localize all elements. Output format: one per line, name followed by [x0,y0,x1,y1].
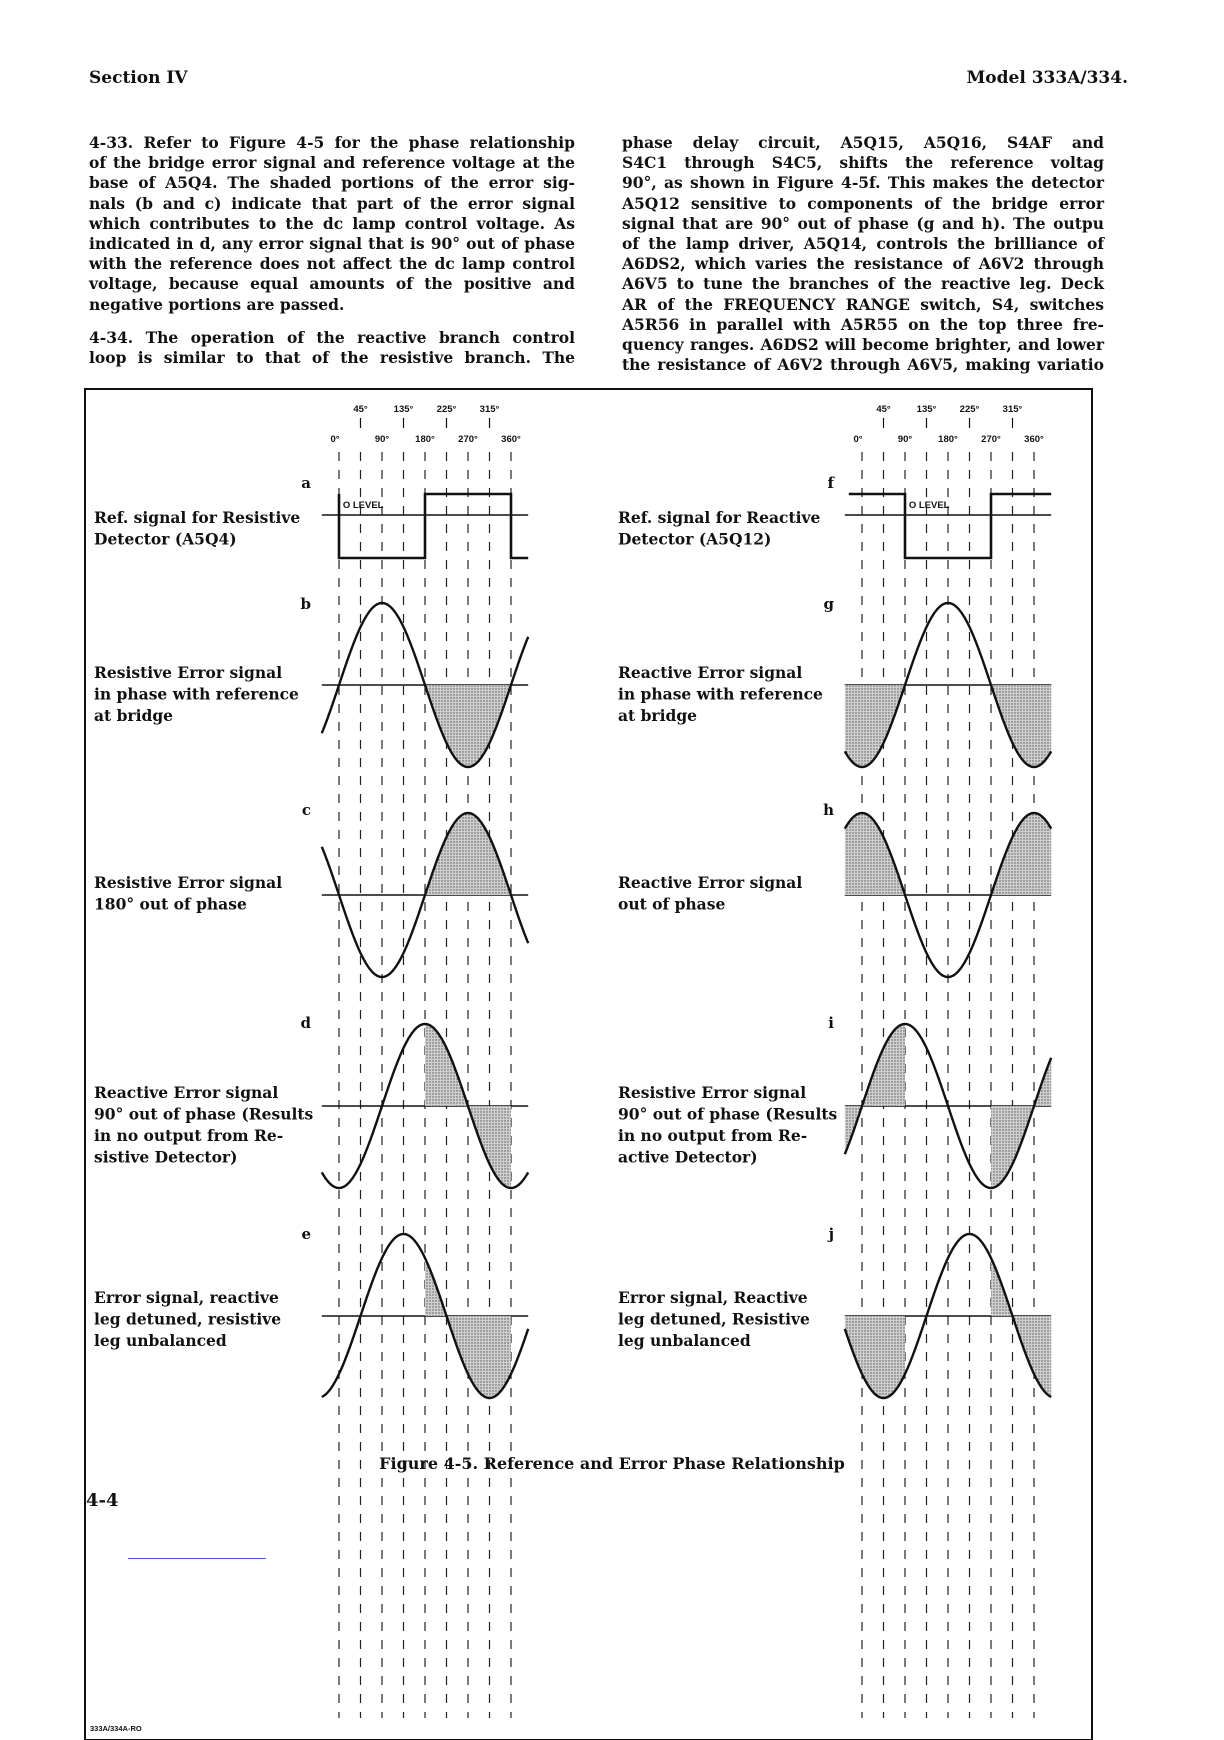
angle-label: 315° [479,404,500,415]
panel-description: Reactive Error signal [618,873,803,892]
panel-description: 180° out of phase [94,894,247,914]
paragraph-continued: phase delay circuit, A5Q15, A5Q16, S4AF and S4C1 through S4C5, shifts the reference voltag 90°, as shown in Figure 4-5f. This makes the detector A5Q12 sensitive to components of the bridge error signal that are 90° out of phase (g and h). The outpu of the lamp driver, A5Q14, controls the brilliance of A6DS2, which varies the resistance of A6V2 through A6V5 to tune the branches of the reactive leg. Deck AR of the FREQUENCY RANGE switch, S4, switches A5R56 in parallel with A5R55 on the top three fre- quency ranges. A6DS2 will become brighter, and lower the resistance of A6V2 through A6V5, making variatio [622,133,1104,375]
section-header: Section IV [89,68,188,88]
shaded-error-portion [991,813,1051,895]
page-number: 4-4 [86,1490,119,1511]
zero-level-label: O LEVEL [342,500,384,511]
figure-code: 333A/334A-RO [90,1724,142,1733]
shaded-error-portion [991,685,1051,767]
angle-label: 225° [959,404,980,415]
panel-letter: d [300,1014,311,1032]
angle-label: 90° [897,434,913,445]
panel-description: active Detector) [618,1147,758,1167]
panel-letter: h [823,801,834,819]
panel-description: out of phase [618,894,726,914]
shaded-error-portion [845,813,905,895]
panel-description: Ref. signal for Reactive [618,508,821,527]
panel-description: leg unbalanced [618,1331,751,1350]
panel-letter: c [301,801,311,819]
panel-letter: a [301,474,311,492]
angle-label: 360° [501,434,521,445]
angle-label: 270° [981,434,1001,445]
model-header: Model 333A/334. [966,68,1128,88]
panel-description: Resistive Error signal [94,873,283,892]
panel-letter: g [823,595,834,613]
panel-description: at bridge [618,706,698,725]
angle-label: 0° [853,434,863,445]
bottom-rule [128,1558,266,1559]
shaded-error-portion [425,685,511,767]
angle-label: 225° [436,404,457,415]
left-text-column [89,133,575,381]
shaded-error-portion [425,813,511,895]
zero-level-label: O LEVEL [908,500,950,511]
panel-description: Error signal, reactive [94,1288,279,1307]
panel-description: leg detuned, resistive [94,1309,282,1329]
panel-description: Reactive Error signal [618,663,803,682]
panel-description: 90° out of phase (Results [618,1104,838,1124]
angle-label: 270° [458,434,478,445]
panel-letter: f [827,474,834,492]
panel-letter: j [828,1225,834,1243]
panel-description: Detector (A5Q12) [618,529,772,549]
panel-description: 90° out of phase (Results [94,1104,314,1124]
panel-description: in phase with reference [618,684,823,704]
panel-description: Resistive Error signal [618,1083,807,1102]
paragraph-4-34: 4-34. The operation of the reactive branch control loop is similar to that of the resistive branch. The [89,327,575,368]
panel-description: sistive Detector) [94,1147,238,1167]
panel-description: leg unbalanced [94,1331,227,1350]
panel-description: Reactive Error signal [94,1083,279,1102]
shaded-error-portion [845,1024,905,1154]
shaded-error-portion [991,1058,1051,1188]
panel-letter: b [300,595,311,613]
panel-description: in no output from Re- [94,1126,284,1145]
panel-description: in phase with reference [94,684,299,704]
panel-description: Resistive Error signal [94,663,283,682]
paragraph-4-33: 4-33. Refer to Figure 4-5 for the phase relationship of the bridge error signal and reference voltage at the base of A5Q4. The shaded portions of the error sig- nals (b and c) indicate that part of the error signal which contributes to the dc lamp control voltage. As indicated in d, any error signal that is 90° out of phase with the reference does not affect the dc lamp control voltage, because equal amounts of the positive and negative portions are passed. [89,133,575,314]
angle-label: 135° [393,404,414,415]
angle-label: 0° [330,434,340,445]
panel-letter: i [828,1014,834,1032]
angle-label: 180° [938,434,958,445]
panel-description: at bridge [94,706,174,725]
angle-label: 360° [1024,434,1044,445]
angle-label: 45° [876,404,891,415]
angle-label: 135° [916,404,937,415]
reference-square-wave [849,494,1051,558]
angle-label: 315° [1002,404,1023,415]
shaded-error-portion [845,685,905,767]
panel-description: Ref. signal for Resistive [94,508,301,527]
angle-label: 180° [415,434,435,445]
angle-label: 90° [374,434,390,445]
panel-letter: e [301,1225,311,1243]
panel-description: in no output from Re- [618,1126,808,1145]
panel-description: Error signal, Reactive [618,1288,808,1307]
figure-4-5-diagram [84,388,1094,1740]
figure-caption: Figure 4-5. Reference and Error Phase Relationship [379,1454,845,1473]
right-text-column [622,133,1104,388]
angle-label: 45° [353,404,368,415]
figure-border [85,389,1092,1740]
panel-description: leg detuned, Resistive [618,1309,810,1329]
panel-description: Detector (A5Q4) [94,529,237,549]
